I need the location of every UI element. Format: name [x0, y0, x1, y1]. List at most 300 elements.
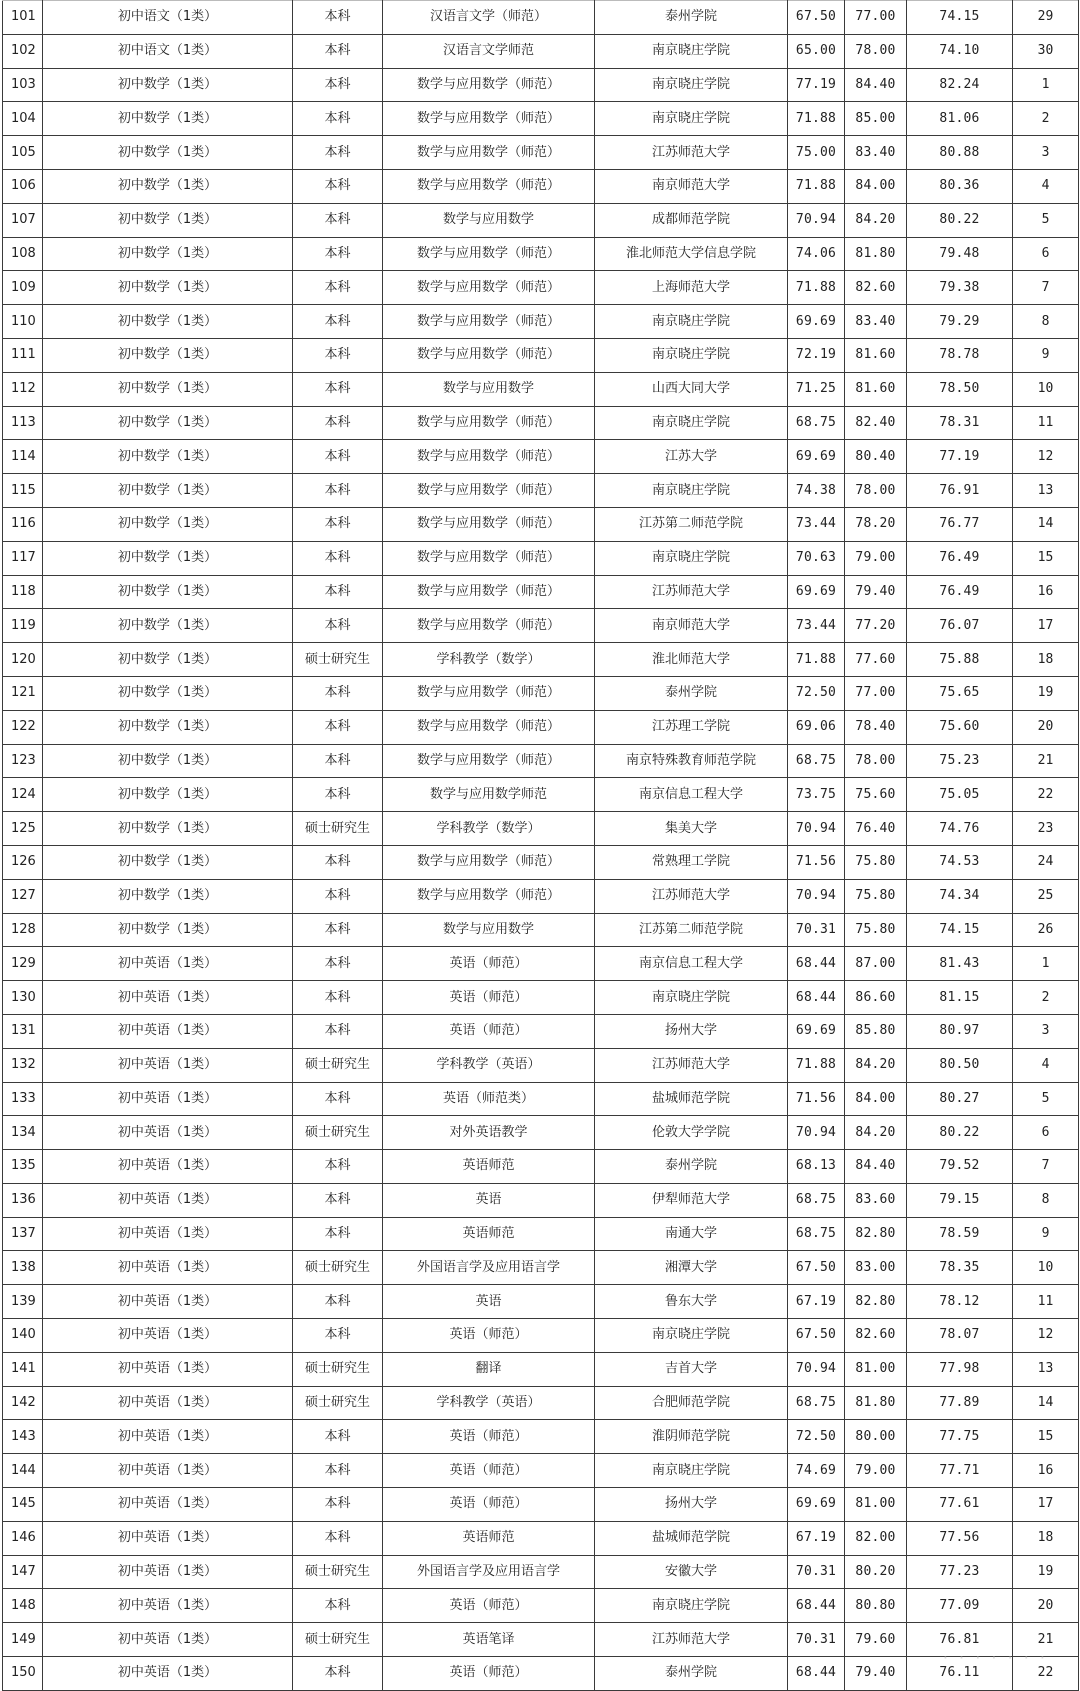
cell-position: 初中语文（1类） [43, 1, 293, 35]
cell-school: 泰州学院 [595, 1657, 788, 1691]
cell-seq-no: 114 [3, 440, 43, 474]
cell-interview-score: 85.80 [845, 1014, 907, 1048]
cell-total-score: 74.15 [907, 913, 1013, 947]
cell-written-score: 71.88 [788, 643, 845, 677]
table-row [3, 102, 1079, 136]
cell-interview-score: 77.00 [845, 1, 907, 35]
cell-school: 江苏师范大学 [595, 136, 788, 170]
cell-rank: 5 [1013, 1082, 1079, 1116]
cell-seq-no: 121 [3, 676, 43, 710]
cell-rank: 23 [1013, 812, 1079, 846]
table-row [3, 575, 1079, 609]
cell-written-score: 70.31 [788, 1623, 845, 1657]
cell-interview-score: 82.60 [845, 1319, 907, 1353]
cell-school: 南京晓庄学院 [595, 102, 788, 136]
cell-total-score: 81.43 [907, 947, 1013, 981]
cell-major: 对外英语教学 [383, 1116, 595, 1150]
cell-rank: 3 [1013, 1014, 1079, 1048]
cell-major: 数学与应用数学（师范） [383, 474, 595, 508]
cell-written-score: 74.06 [788, 237, 845, 271]
cell-school: 伊犁师范大学 [595, 1183, 788, 1217]
cell-written-score: 70.94 [788, 1352, 845, 1386]
cell-seq-no: 139 [3, 1285, 43, 1319]
cell-total-score: 74.15 [907, 1, 1013, 35]
cell-position: 初中数学（1类） [43, 879, 293, 913]
cell-position: 初中数学（1类） [43, 676, 293, 710]
cell-position: 初中数学（1类） [43, 541, 293, 575]
cell-major: 英语师范 [383, 1521, 595, 1555]
table-row [3, 305, 1079, 339]
cell-total-score: 76.49 [907, 575, 1013, 609]
watermark: · · · · · · · [942, 1648, 1048, 1667]
cell-major: 数学与应用数学（师范） [383, 406, 595, 440]
cell-education: 本科 [293, 913, 383, 947]
cell-major: 数学与应用数学（师范） [383, 305, 595, 339]
cell-interview-score: 83.00 [845, 1251, 907, 1285]
cell-written-score: 70.31 [788, 913, 845, 947]
cell-position: 初中英语（1类） [43, 947, 293, 981]
cell-school: 南京晓庄学院 [595, 1319, 788, 1353]
cell-total-score: 79.15 [907, 1183, 1013, 1217]
cell-written-score: 69.06 [788, 710, 845, 744]
cell-school: 南京晓庄学院 [595, 68, 788, 102]
table-row [3, 1488, 1079, 1522]
cell-education: 本科 [293, 778, 383, 812]
cell-rank: 2 [1013, 102, 1079, 136]
cell-major: 学科教学（数学） [383, 812, 595, 846]
table-row [3, 1285, 1079, 1319]
table-row [3, 338, 1079, 372]
cell-education: 本科 [293, 676, 383, 710]
cell-seq-no: 108 [3, 237, 43, 271]
cell-education: 本科 [293, 710, 383, 744]
cell-written-score: 68.75 [788, 1183, 845, 1217]
cell-seq-no: 136 [3, 1183, 43, 1217]
cell-seq-no: 132 [3, 1048, 43, 1082]
cell-written-score: 69.69 [788, 305, 845, 339]
cell-education: 本科 [293, 744, 383, 778]
cell-written-score: 68.75 [788, 1217, 845, 1251]
cell-education: 本科 [293, 474, 383, 508]
table-row [3, 1319, 1079, 1353]
cell-written-score: 73.75 [788, 778, 845, 812]
cell-position: 初中数学（1类） [43, 913, 293, 947]
cell-major: 学科教学（数学） [383, 643, 595, 677]
cell-total-score: 76.81 [907, 1623, 1013, 1657]
cell-seq-no: 101 [3, 1, 43, 35]
cell-interview-score: 79.00 [845, 1454, 907, 1488]
cell-total-score: 80.22 [907, 1116, 1013, 1150]
cell-major: 数学与应用数学（师范） [383, 169, 595, 203]
table-row [3, 1623, 1079, 1657]
cell-interview-score: 75.80 [845, 845, 907, 879]
cell-position: 初中英语（1类） [43, 1454, 293, 1488]
cell-major: 数学与应用数学（师范） [383, 338, 595, 372]
cell-written-score: 71.88 [788, 169, 845, 203]
cell-written-score: 71.88 [788, 102, 845, 136]
cell-seq-no: 145 [3, 1488, 43, 1522]
cell-seq-no: 115 [3, 474, 43, 508]
cell-seq-no: 116 [3, 507, 43, 541]
cell-rank: 7 [1013, 1150, 1079, 1184]
cell-rank: 12 [1013, 1319, 1079, 1353]
cell-education: 本科 [293, 1217, 383, 1251]
table-row [3, 913, 1079, 947]
cell-major: 英语（师范） [383, 1454, 595, 1488]
cell-rank: 18 [1013, 643, 1079, 677]
cell-education: 本科 [293, 34, 383, 68]
cell-seq-no: 134 [3, 1116, 43, 1150]
cell-position: 初中数学（1类） [43, 710, 293, 744]
cell-education: 本科 [293, 1285, 383, 1319]
cell-seq-no: 103 [3, 68, 43, 102]
table-row [3, 1555, 1079, 1589]
cell-written-score: 74.38 [788, 474, 845, 508]
table-row [3, 1082, 1079, 1116]
cell-rank: 17 [1013, 1488, 1079, 1522]
cell-seq-no: 110 [3, 305, 43, 339]
cell-rank: 2 [1013, 981, 1079, 1015]
cell-rank: 8 [1013, 305, 1079, 339]
table-row [3, 271, 1079, 305]
cell-rank: 16 [1013, 1454, 1079, 1488]
cell-written-score: 68.44 [788, 1657, 845, 1691]
cell-education: 本科 [293, 1319, 383, 1353]
cell-education: 硕士研究生 [293, 1116, 383, 1150]
table-row [3, 1217, 1079, 1251]
cell-school: 盐城师范学院 [595, 1521, 788, 1555]
cell-major: 英语（师范） [383, 1589, 595, 1623]
cell-written-score: 69.69 [788, 575, 845, 609]
cell-written-score: 70.94 [788, 1116, 845, 1150]
cell-education: 本科 [293, 102, 383, 136]
cell-major: 数学与应用数学（师范） [383, 136, 595, 170]
cell-total-score: 78.31 [907, 406, 1013, 440]
cell-education: 本科 [293, 981, 383, 1015]
cell-major: 数学与应用数学（师范） [383, 575, 595, 609]
cell-education: 硕士研究生 [293, 1048, 383, 1082]
cell-major: 翻译 [383, 1352, 595, 1386]
cell-interview-score: 83.60 [845, 1183, 907, 1217]
cell-total-score: 78.35 [907, 1251, 1013, 1285]
cell-major: 英语（师范） [383, 1657, 595, 1691]
cell-rank: 14 [1013, 507, 1079, 541]
cell-school: 南京信息工程大学 [595, 778, 788, 812]
cell-position: 初中数学（1类） [43, 507, 293, 541]
cell-school: 南京晓庄学院 [595, 474, 788, 508]
cell-total-score: 80.97 [907, 1014, 1013, 1048]
table-row [3, 812, 1079, 846]
cell-written-score: 73.44 [788, 609, 845, 643]
cell-written-score: 70.94 [788, 812, 845, 846]
cell-rank: 6 [1013, 1116, 1079, 1150]
cell-written-score: 73.44 [788, 507, 845, 541]
cell-total-score: 76.11 [907, 1657, 1013, 1691]
cell-education: 本科 [293, 1183, 383, 1217]
cell-education: 本科 [293, 338, 383, 372]
cell-seq-no: 126 [3, 845, 43, 879]
cell-seq-no: 138 [3, 1251, 43, 1285]
cell-written-score: 67.19 [788, 1521, 845, 1555]
cell-interview-score: 82.80 [845, 1285, 907, 1319]
cell-school: 南京特殊教育师范学院 [595, 744, 788, 778]
cell-major: 数学与应用数学（师范） [383, 102, 595, 136]
cell-interview-score: 82.80 [845, 1217, 907, 1251]
cell-education: 本科 [293, 1420, 383, 1454]
table-row [3, 1521, 1079, 1555]
cell-position: 初中英语（1类） [43, 1589, 293, 1623]
cell-school: 江苏第二师范学院 [595, 913, 788, 947]
cell-interview-score: 78.00 [845, 744, 907, 778]
cell-education: 硕士研究生 [293, 643, 383, 677]
cell-written-score: 68.44 [788, 981, 845, 1015]
cell-rank: 19 [1013, 676, 1079, 710]
cell-total-score: 79.38 [907, 271, 1013, 305]
cell-total-score: 77.23 [907, 1555, 1013, 1589]
table-row [3, 372, 1079, 406]
table-row [3, 744, 1079, 778]
table-row [3, 1183, 1079, 1217]
table-row [3, 1048, 1079, 1082]
cell-interview-score: 76.40 [845, 812, 907, 846]
cell-position: 初中英语（1类） [43, 1251, 293, 1285]
cell-school: 南京晓庄学院 [595, 406, 788, 440]
cell-school: 湘潭大学 [595, 1251, 788, 1285]
cell-interview-score: 81.60 [845, 372, 907, 406]
cell-written-score: 70.63 [788, 541, 845, 575]
cell-rank: 11 [1013, 406, 1079, 440]
cell-written-score: 70.94 [788, 203, 845, 237]
cell-major: 学科教学（英语） [383, 1048, 595, 1082]
cell-education: 本科 [293, 1488, 383, 1522]
cell-school: 上海师范大学 [595, 271, 788, 305]
cell-seq-no: 111 [3, 338, 43, 372]
cell-position: 初中英语（1类） [43, 1352, 293, 1386]
table-row [3, 1657, 1079, 1691]
cell-position: 初中英语（1类） [43, 1386, 293, 1420]
cell-rank: 5 [1013, 203, 1079, 237]
cell-total-score: 77.19 [907, 440, 1013, 474]
cell-education: 本科 [293, 406, 383, 440]
cell-education: 本科 [293, 1589, 383, 1623]
cell-major: 数学与应用数学（师范） [383, 541, 595, 575]
cell-total-score: 77.71 [907, 1454, 1013, 1488]
cell-total-score: 79.48 [907, 237, 1013, 271]
cell-position: 初中英语（1类） [43, 981, 293, 1015]
cell-total-score: 78.59 [907, 1217, 1013, 1251]
cell-major: 外国语言学及应用语言学 [383, 1251, 595, 1285]
cell-seq-no: 147 [3, 1555, 43, 1589]
cell-position: 初中数学（1类） [43, 102, 293, 136]
cell-total-score: 78.50 [907, 372, 1013, 406]
cell-total-score: 77.75 [907, 1420, 1013, 1454]
cell-interview-score: 81.60 [845, 338, 907, 372]
cell-position: 初中数学（1类） [43, 778, 293, 812]
cell-major: 外国语言学及应用语言学 [383, 1555, 595, 1589]
cell-total-score: 76.49 [907, 541, 1013, 575]
cell-interview-score: 79.60 [845, 1623, 907, 1657]
cell-education: 本科 [293, 609, 383, 643]
cell-total-score: 80.88 [907, 136, 1013, 170]
cell-school: 淮北师范大学 [595, 643, 788, 677]
table-row [3, 1420, 1079, 1454]
cell-rank: 3 [1013, 136, 1079, 170]
cell-total-score: 74.34 [907, 879, 1013, 913]
cell-education: 本科 [293, 845, 383, 879]
cell-total-score: 77.98 [907, 1352, 1013, 1386]
cell-education: 硕士研究生 [293, 812, 383, 846]
cell-major: 数学与应用数学 [383, 203, 595, 237]
cell-total-score: 78.12 [907, 1285, 1013, 1319]
cell-major: 数学与应用数学（师范） [383, 845, 595, 879]
table-row [3, 778, 1079, 812]
cell-rank: 24 [1013, 845, 1079, 879]
cell-position: 初中数学（1类） [43, 237, 293, 271]
cell-total-score: 75.05 [907, 778, 1013, 812]
cell-school: 扬州大学 [595, 1014, 788, 1048]
table-row [3, 710, 1079, 744]
cell-major: 数学与应用数学（师范） [383, 68, 595, 102]
cell-rank: 17 [1013, 609, 1079, 643]
cell-rank: 29 [1013, 1, 1079, 35]
cell-seq-no: 102 [3, 34, 43, 68]
cell-written-score: 69.69 [788, 1488, 845, 1522]
cell-seq-no: 144 [3, 1454, 43, 1488]
cell-major: 英语（师范） [383, 1488, 595, 1522]
table-row [3, 541, 1079, 575]
cell-seq-no: 112 [3, 372, 43, 406]
cell-education: 本科 [293, 1150, 383, 1184]
cell-position: 初中数学（1类） [43, 575, 293, 609]
cell-position: 初中英语（1类） [43, 1082, 293, 1116]
cell-rank: 1 [1013, 947, 1079, 981]
cell-school: 江苏师范大学 [595, 575, 788, 609]
table-row [3, 879, 1079, 913]
cell-total-score: 80.22 [907, 203, 1013, 237]
cell-total-score: 80.36 [907, 169, 1013, 203]
table-row [3, 1150, 1079, 1184]
cell-school: 南京师范大学 [595, 169, 788, 203]
cell-seq-no: 129 [3, 947, 43, 981]
cell-education: 本科 [293, 305, 383, 339]
cell-interview-score: 77.00 [845, 676, 907, 710]
cell-major: 英语（师范） [383, 947, 595, 981]
cell-seq-no: 127 [3, 879, 43, 913]
cell-rank: 21 [1013, 744, 1079, 778]
cell-education: 硕士研究生 [293, 1251, 383, 1285]
cell-position: 初中数学（1类） [43, 845, 293, 879]
cell-school: 安徽大学 [595, 1555, 788, 1589]
cell-education: 硕士研究生 [293, 1386, 383, 1420]
cell-interview-score: 82.60 [845, 271, 907, 305]
cell-position: 初中数学（1类） [43, 440, 293, 474]
cell-total-score: 76.07 [907, 609, 1013, 643]
cell-written-score: 68.75 [788, 406, 845, 440]
cell-total-score: 78.07 [907, 1319, 1013, 1353]
cell-interview-score: 82.40 [845, 406, 907, 440]
cell-school: 南京晓庄学院 [595, 305, 788, 339]
table-row [3, 609, 1079, 643]
cell-education: 本科 [293, 879, 383, 913]
cell-major: 英语笔译 [383, 1623, 595, 1657]
cell-written-score: 65.00 [788, 34, 845, 68]
cell-interview-score: 75.80 [845, 879, 907, 913]
cell-written-score: 72.50 [788, 1420, 845, 1454]
cell-position: 初中英语（1类） [43, 1623, 293, 1657]
cell-written-score: 67.19 [788, 1285, 845, 1319]
cell-education: 本科 [293, 507, 383, 541]
cell-major: 数学与应用数学师范 [383, 778, 595, 812]
cell-position: 初中数学（1类） [43, 136, 293, 170]
cell-interview-score: 81.00 [845, 1488, 907, 1522]
cell-rank: 20 [1013, 1589, 1079, 1623]
cell-total-score: 75.23 [907, 744, 1013, 778]
cell-rank: 12 [1013, 440, 1079, 474]
cell-seq-no: 122 [3, 710, 43, 744]
cell-school: 南京晓庄学院 [595, 1454, 788, 1488]
cell-written-score: 68.75 [788, 1386, 845, 1420]
cell-interview-score: 79.40 [845, 1657, 907, 1691]
cell-seq-no: 150 [3, 1657, 43, 1691]
cell-rank: 22 [1013, 778, 1079, 812]
cell-school: 常熟理工学院 [595, 845, 788, 879]
cell-interview-score: 81.80 [845, 237, 907, 271]
cell-rank: 14 [1013, 1386, 1079, 1420]
score-table [2, 0, 1079, 1691]
cell-education: 本科 [293, 1, 383, 35]
table-row [3, 440, 1079, 474]
cell-major: 英语（师范） [383, 1319, 595, 1353]
cell-total-score: 75.88 [907, 643, 1013, 677]
table-row [3, 845, 1079, 879]
cell-education: 本科 [293, 541, 383, 575]
cell-education: 本科 [293, 169, 383, 203]
cell-rank: 16 [1013, 575, 1079, 609]
cell-written-score: 70.31 [788, 1555, 845, 1589]
cell-major: 数学与应用数学 [383, 372, 595, 406]
cell-total-score: 79.52 [907, 1150, 1013, 1184]
cell-position: 初中数学（1类） [43, 406, 293, 440]
cell-major: 数学与应用数学（师范） [383, 609, 595, 643]
table-row [3, 169, 1079, 203]
cell-seq-no: 141 [3, 1352, 43, 1386]
cell-written-score: 67.50 [788, 1251, 845, 1285]
cell-education: 本科 [293, 440, 383, 474]
cell-seq-no: 119 [3, 609, 43, 643]
cell-seq-no: 130 [3, 981, 43, 1015]
cell-written-score: 67.50 [788, 1319, 845, 1353]
cell-rank: 15 [1013, 1420, 1079, 1454]
cell-written-score: 71.25 [788, 372, 845, 406]
table-row [3, 203, 1079, 237]
cell-rank: 15 [1013, 541, 1079, 575]
cell-major: 英语（师范） [383, 1014, 595, 1048]
cell-written-score: 71.88 [788, 271, 845, 305]
cell-seq-no: 135 [3, 1150, 43, 1184]
cell-education: 硕士研究生 [293, 1352, 383, 1386]
cell-interview-score: 86.60 [845, 981, 907, 1015]
cell-rank: 6 [1013, 237, 1079, 271]
cell-seq-no: 128 [3, 913, 43, 947]
cell-major: 数学与应用数学（师范） [383, 507, 595, 541]
cell-position: 初中数学（1类） [43, 474, 293, 508]
cell-written-score: 69.69 [788, 1014, 845, 1048]
table-row [3, 406, 1079, 440]
cell-interview-score: 81.80 [845, 1386, 907, 1420]
cell-major: 英语师范 [383, 1150, 595, 1184]
cell-total-score: 77.09 [907, 1589, 1013, 1623]
cell-school: 淮北师范大学信息学院 [595, 237, 788, 271]
